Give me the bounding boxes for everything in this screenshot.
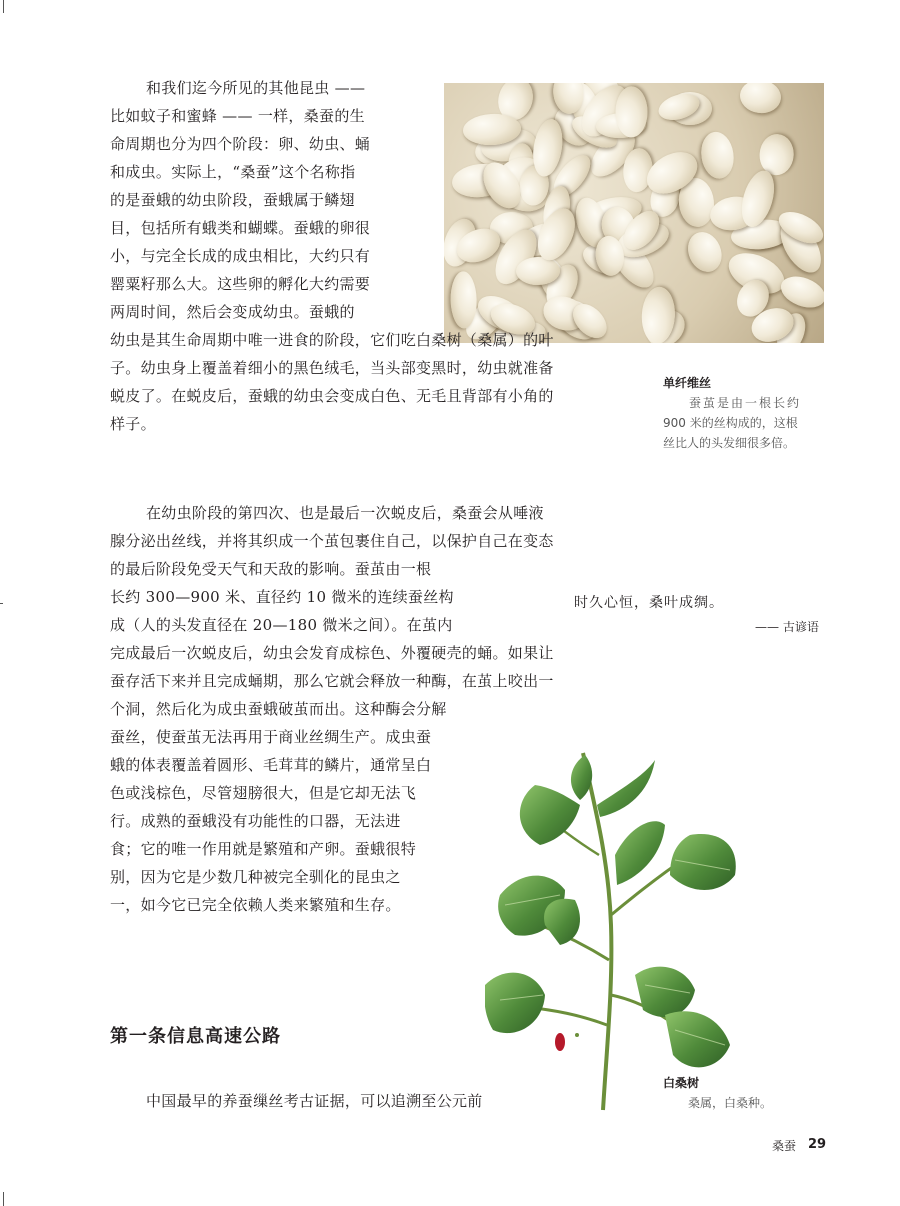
crop-mark-top-left: [3, 0, 4, 13]
text-line: 样子。: [110, 415, 156, 433]
text-line: 成（人的头发直径在 20—180 微米之间）。在茧内: [110, 616, 453, 634]
mulberry-leaf: [544, 899, 580, 945]
text-line: 蚕丝，使蚕茧无法再用于商业丝绸生产。成虫蚕: [110, 728, 432, 746]
text-line: 和我们迄今所见的其他昆虫 ——: [146, 79, 366, 97]
text-line: 腺分泌出丝线，并将其织成一个茧包裹住自己，以保护自己在变态: [110, 532, 554, 550]
text-line: 命周期也分为四个阶段：卵、幼虫、蛹: [110, 135, 371, 153]
caption-title: 单纤维丝: [663, 376, 712, 390]
text-line: 蛾的体表覆盖着圆形、毛茸茸的鳞片，通常呈白: [110, 756, 432, 774]
proverb-source: —— 古谚语: [755, 620, 819, 634]
text-line: 长约 300—900 米、直径约 10 微米的连续蚕丝构: [110, 588, 454, 606]
cocoon: [738, 83, 782, 115]
text-line: 行。成熟的蚕蛾没有功能性的口器，无法进: [110, 812, 401, 830]
text-line: 的最后阶段免受天气和天敌的影响。蚕茧由一根: [110, 560, 432, 578]
text-line: 在幼虫阶段的第四次、也是最后一次蜕皮后，桑蚕会从唾液: [146, 504, 544, 522]
mulberry-branch-illustration: [485, 745, 745, 1115]
crop-mark-middle-left: [0, 603, 3, 604]
caption-single-fiber-silk: [663, 373, 801, 453]
text-line: 蜕皮了。在蜕皮后，蚕蛾的幼虫会变成白色、无毛且背部有小角的: [110, 387, 554, 405]
text-line: 和成虫。实际上，“桑蚕”这个名称指: [110, 163, 356, 181]
proverb-quote: 时久心恒，桑叶成绸。: [574, 595, 724, 611]
cocoon: [699, 130, 737, 181]
text-line: 食；它的唯一作用就是繁殖和产卵。蚕蛾很特: [110, 840, 417, 858]
text-line: 色或浅棕色，尽管翅膀很大，但是它却无法飞: [110, 784, 417, 802]
text-line: 罂粟籽那么大。这些卵的孵化大约需要: [110, 275, 371, 293]
mulberry-leaf: [615, 821, 665, 885]
mulberry-leaf: [571, 755, 592, 800]
caption-line: 900 米的丝构成的，这根: [663, 416, 798, 430]
paragraph-life-cycle: [110, 74, 554, 438]
text-line: 比如蚊子和蜜蜂 —— 一样，桑蚕的生: [110, 107, 365, 125]
running-footer-title: 桑蚕: [772, 1139, 797, 1153]
text-line: 子。幼虫身上覆盖着细小的黑色绒毛，当头部变黑时，幼虫就准备: [110, 359, 554, 377]
text-line: 完成最后一次蜕皮后，幼虫会发育成棕色、外覆硬壳的蛹。如果让: [110, 644, 554, 662]
text-line: 中国最早的养蚕缫丝考古证据，可以追溯至公元前: [146, 1092, 483, 1110]
caption-line: 蚕茧是由一根长约: [689, 396, 802, 410]
page-number: 29: [808, 1137, 827, 1152]
caption-title: 白桑树: [663, 1076, 700, 1090]
crop-mark-bottom-left: [3, 1192, 4, 1206]
text-line: 幼虫是其生命周期中唯一进食的阶段，它们吃白桑树（桑属）的叶: [110, 331, 554, 349]
cocoon: [615, 87, 647, 138]
text-line: 小，与完全长成的成虫相比，大约只有: [110, 247, 371, 265]
cocoon: [682, 227, 728, 278]
text-line: 个洞，然后化为成虫蚕蛾破茧而出。这种酶会分解: [110, 700, 447, 718]
caption-line: 丝比人的头发细很多倍。: [663, 436, 796, 450]
mulberry-fruit: [555, 1033, 565, 1051]
text-line: 两周时间，然后会变成幼虫。蚕蛾的: [110, 303, 355, 321]
mulberry-leaf: [670, 834, 736, 890]
text-line: 蚕存活下来并且完成蛹期，那么它就会释放一种酶，在茧上咬出一: [110, 672, 554, 690]
section-heading: 第一条信息高速公路: [110, 1026, 281, 1047]
text-line: 一，如今它已完全依赖人类来繁殖和生存。: [110, 896, 401, 914]
text-line: 的是蚕蛾的幼虫阶段，蚕蛾属于鳞翅: [110, 191, 355, 209]
mulberry-leaf: [597, 760, 655, 817]
mulberry-leaf: [665, 1011, 730, 1067]
mulberry-leaf: [485, 973, 545, 1033]
text-line: 目，包括所有蛾类和蝴蝶。蚕蛾的卵很: [110, 219, 371, 237]
text-line: 别，因为它是少数几种被完全驯化的昆虫之: [110, 868, 401, 886]
caption-line: 桑属，白桑种。: [688, 1096, 773, 1110]
caption-white-mulberry: [663, 1073, 772, 1113]
fruit-detail: [575, 1033, 579, 1037]
